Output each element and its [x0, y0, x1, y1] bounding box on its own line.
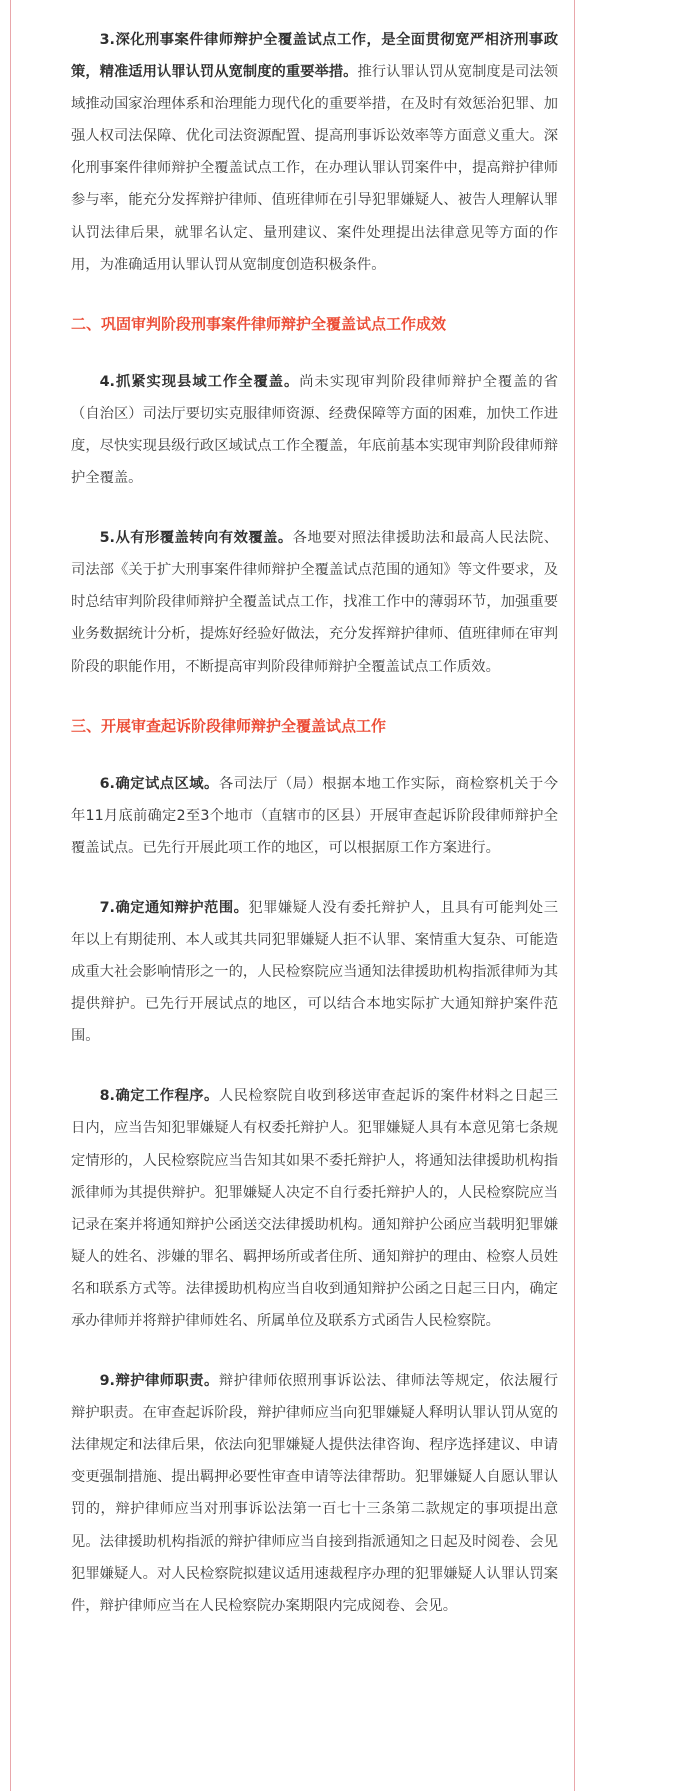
paragraph-8-body: 人民检察院自收到移送审查起诉的案件材料之日起三日内，应当告知犯罪嫌疑人有权委托辩护人。犯罪嫌疑人具有本意见第七条规定情形的，人民检察院应当告知其如果不委托辩护人，将通知法律援助机构指派律师为其提供辩护。犯罪嫌疑人决定不自行委托辩护人的，人民检察院应当记录在案并将通知辩护公函送交法律援助机构。通知辩护公函应当载明犯罪嫌疑人的姓名、涉嫌的罪名、羁押场所或者住所、通知辩护的理由、检察人员姓名和联系方式等。法律援助机构应当自收到通知辩护公函之日起三日内，确定承办律师并将辩护律师姓名、所属单位及联系方式函告人民检察院。: [71, 1088, 558, 1329]
paragraph-4: [71, 366, 558, 494]
paragraph-6-lead: 6.确定试点区域。: [99, 775, 219, 792]
paragraph-7-lead: 7.确定通知辩护范围。: [99, 899, 249, 916]
section-heading-3: 三、开展审查起诉阶段律师辩护全覆盖试点工作: [71, 716, 387, 735]
paragraph-3: [71, 24, 558, 281]
paragraph-6: [71, 768, 558, 864]
paragraph-6-body: 各司法厅（局）根据本地工作实际，商检察机关于今年11月底前确定2至3个地市（直辖市的区县）开展审查起诉阶段律师辩护全覆盖试点。已先行开展此项工作的地区，可以根据原工作方案进行。: [71, 775, 558, 856]
section-heading-2: 二、巩固审判阶段刑事案件律师辩护全覆盖试点工作成效: [71, 314, 447, 333]
paragraph-5-lead: 5.从有形覆盖转向有效覆盖。: [99, 530, 293, 547]
article-frame: [10, 0, 575, 1791]
paragraph-9: [71, 1365, 558, 1622]
paragraph-9-lead: 9.辩护律师职责。: [99, 1373, 219, 1390]
paragraph-4-lead: 4.抓紧实现县域工作全覆盖。: [99, 373, 300, 390]
paragraph-4-body: 尚未实现审判阶段律师辩护全覆盖的省（自治区）司法厅要切实克服律师资源、经费保障等方面的困难，加快工作进度，尽快实现县级行政区域试点工作全覆盖，年底前基本实现审判阶段律师辩护全覆盖。: [71, 373, 558, 487]
paragraph-5: [71, 522, 558, 682]
paragraph-8: [71, 1080, 558, 1337]
paragraph-5-body: 各地要对照法律援助法和最高人民法院、司法部《关于扩大刑事案件律师辩护全覆盖试点范围的通知》等文件要求，及时总结审判阶段律师辩护全覆盖试点工作，找准工作中的薄弱环节，加强重要业务数据统计分析，提炼好经验好做法，充分发挥辩护律师、值班律师在审判阶段的职能作用，不断提高审判阶段律师辩护全覆盖试点工作质效。: [71, 530, 558, 675]
paragraph-9-body: 辩护律师依照刑事诉讼法、律师法等规定，依法履行辩护职责。在审查起诉阶段，辩护律师应当向犯罪嫌疑人释明认罪认罚从宽的法律规定和法律后果，依法向犯罪嫌疑人提供法律咨询、程序选择建议、申请变更强制措施、提出羁押必要性审查申请等法律帮助。犯罪嫌疑人自愿认罪认罚的，辩护律师应当对刑事诉讼法第一百七十三条第二款规定的事项提出意见。法律援助机构指派的辩护律师应当自接到指派通知之日起及时阅卷、会见犯罪嫌疑人。对人民检察院拟建议适用速裁程序办理的犯罪嫌疑人认罪认罚案件，辩护律师应当在人民检察院办案期限内完成阅卷、会见。: [71, 1373, 558, 1614]
article-body: [71, 24, 558, 1622]
paragraph-8-lead: 8.确定工作程序。: [99, 1088, 219, 1105]
paragraph-3-body: 推行认罪认罚从宽制度是司法领域推动国家治理体系和治理能力现代化的重要举措，在及时有效惩治犯罪、加强人权司法保障、优化司法资源配置、提高刑事诉讼效率等方面意义重大。深化刑事案件律师辩护全覆盖试点工作，在办理认罪认罚案件中，提高辩护律师参与率，能充分发挥辩护律师、值班律师在引导犯罪嫌疑人、被告人理解认罪认罚法律后果，就罪名认定、量刑建议、案件处理提出法律意见等方面的作用，为准确适用认罪认罚从宽制度创造积极条件。: [71, 64, 558, 273]
paragraph-7: [71, 892, 558, 1052]
paragraph-7-body: 犯罪嫌疑人没有委托辩护人，且具有可能判处三年以上有期徒刑、本人或其共同犯罪嫌疑人拒不认罪、案情重大复杂、可能造成重大社会影响情形之一的，人民检察院应当通知法律援助机构指派律师为其提供辩护。已先行开展试点的地区，可以结合本地实际扩大通知辩护案件范围。: [71, 899, 558, 1045]
paragraph-3-lead: 3.深化刑事案件律师辩护全覆盖试点工作，是全面贯彻宽严相济刑事政策，精准适用认罪认罚从宽制度的重要举措。: [71, 32, 558, 81]
